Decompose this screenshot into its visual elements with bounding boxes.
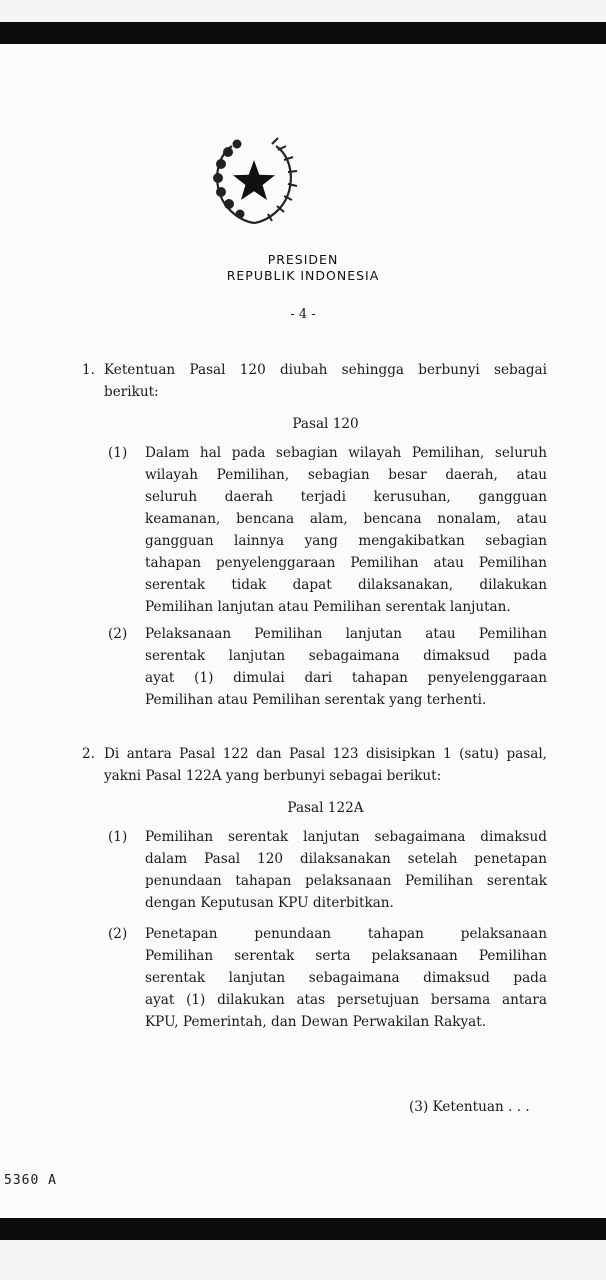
text-line: Pemilihan serentak lanjutan sebagaimana dimaksud [145,829,547,845]
text-line: Dalam hal pada sebagian wilayah Pemilihan, seluruh [145,445,547,461]
garuda-star-emblem-icon [204,128,304,228]
top-black-bar [0,22,606,44]
subsection-text [145,826,547,914]
document-code: 5360 A [4,1173,57,1188]
subsection-text [145,623,547,711]
header-presiden: PRESIDEN [267,252,339,267]
text-line: ayat (1) dimulai dari tahapan penyelenggaraan [145,670,547,686]
page-number: - 4 - [290,307,316,322]
article-heading-pasal-120: Pasal 120 [292,416,359,432]
subsection-number: (1) [108,829,128,845]
text-line: Pelaksanaan Pemilihan lanjutan atau Pemilihan [145,626,547,642]
text-line: ayat (1) dilakukan atas persetujuan bersama antara [145,992,547,1008]
subsection-number: (1) [108,445,128,461]
item-1-intro-line: Ketentuan Pasal 120 diubah sehingga berbunyi sebagai [104,362,547,378]
item-2-number: 2. [82,746,95,762]
text-line: serentak lanjutan sebagaimana dimaksud pada [145,970,547,986]
item-2-intro-line: Di antara Pasal 122 dan Pasal 123 disisipkan 1 (satu) pasal, [104,746,547,762]
text-line: dalam Pasal 120 dilaksanakan setelah penetapan [145,851,547,867]
article-heading-pasal-122a: Pasal 122A [287,800,364,816]
item-1-intro [104,359,547,403]
text-line: dengan Keputusan KPU diterbitkan. [145,895,394,911]
subsection-number: (2) [108,626,128,642]
bottom-black-bar [0,1218,606,1240]
text-line: keamanan, bencana alam, bencana nonalam, atau [145,511,547,527]
text-line: penundaan tahapan pelaksanaan Pemilihan serentak [145,873,547,889]
header-republik-indonesia: REPUBLIK INDONESIA [226,268,380,283]
text-line: tahapan penyelenggaraan Pemilihan atau Pemilihan [145,555,547,571]
item-1-number: 1. [82,362,95,378]
text-line: Pemilihan lanjutan atau Pemilihan serentak lanjutan. [145,599,511,615]
text-line: wilayah Pemilihan, sebagian besar daerah, atau [145,467,547,483]
text-line: serentak tidak dapat dilaksanakan, dilakukan [145,577,547,593]
subsection-text [145,923,547,1033]
text-line: Pemilihan atau Pemilihan serentak yang terhenti. [145,692,487,708]
text-line: gangguan lainnya yang mengakibatkan sebagian [145,533,547,549]
item-1-intro-line: berikut: [104,384,159,400]
text-line: Penetapan penundaan tahapan pelaksanaan [145,926,547,942]
item-2-intro-line: yakni Pasal 122A yang berbunyi sebagai berikut: [104,768,442,784]
subsection-text [145,442,547,618]
text-line: KPU, Pemerintah, dan Dewan Perwakilan Rakyat. [145,1014,487,1030]
text-line: seluruh daerah terjadi kerusuhan, gangguan [145,489,547,505]
continuation-marker: (3) Ketentuan . . . [409,1099,530,1115]
subsection-number: (2) [108,926,128,942]
text-line: Pemilihan serentak serta pelaksanaan Pemilihan [145,948,547,964]
item-2-intro [104,743,547,787]
text-line: serentak lanjutan sebagaimana dimaksud pada [145,648,547,664]
